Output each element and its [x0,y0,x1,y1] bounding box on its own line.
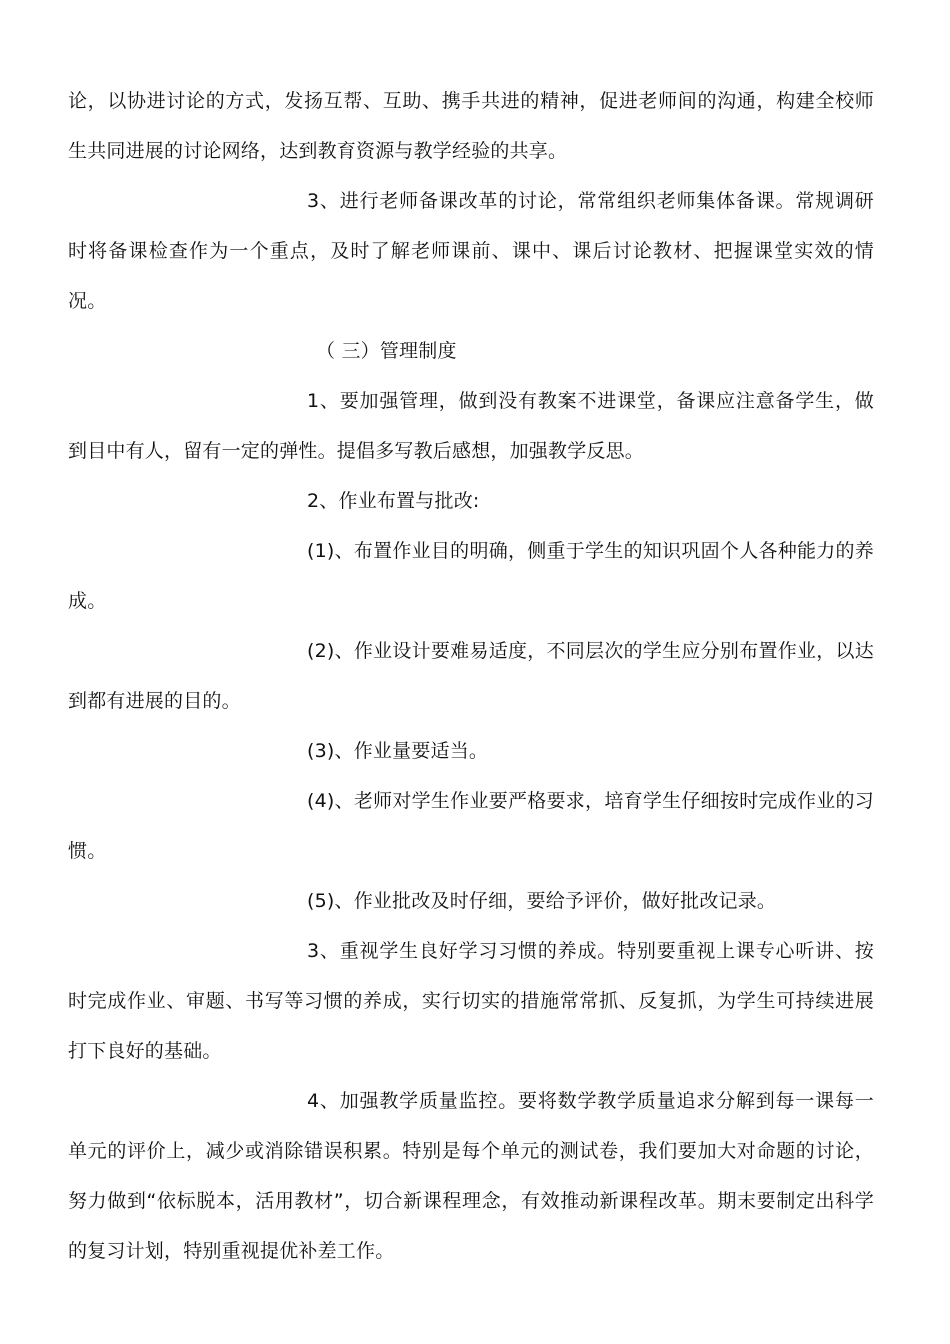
document-body [68,76,874,1276]
paragraph-subitem-2: (2)、作业设计要难易适度，不同层次的学生应分别布置作业，以达到都有进展的目的。 [68,640,874,712]
paragraph-item-3-lesson-prep: 3、进行老师备课改革的讨论，常常组织老师集体备课。常规调研时将备课检查作为一个重点，及时了解老师课前、课中、课后讨论教材、把握课堂实效的情况。 [68,190,874,312]
paragraph-item-3-habits: 3、重视学生良好学习习惯的养成。特别要重视上课专心听讲、按时完成作业、审题、书写等习惯的养成，实行切实的措施常常抓、反复抓，为学生可持续进展打下良好的基础。 [68,940,874,1062]
paragraph-item-1-management: 1、要加强管理，做到没有教案不进课堂，备课应注意备学生，做到目中有人，留有一定的弹性。提倡多写教后感想，加强教学反思。 [68,390,874,462]
paragraph-subitem-1: (1)、布置作业目的明确，侧重于学生的知识巩固个人各种能力的养成。 [68,540,874,612]
paragraph-continuation: 论，以协进讨论的方式，发扬互帮、互助、携手共进的精神，促进老师间的沟通，构建全校师生共同进展的讨论网络，达到教育资源与教学经验的共享。 [68,90,874,162]
section-heading-management: （ 三）管理制度 [316,340,457,362]
paragraph-subitem-4: (4)、老师对学生作业要严格要求，培育学生仔细按时完成作业的习惯。 [68,790,874,862]
paragraph-subitem-5: (5)、作业批改及时仔细，要给予评价，做好批改记录。 [307,890,777,912]
paragraph-item-2-homework: 2、作业布置与批改: [307,490,480,512]
paragraph-subitem-3: (3)、作业量要适当。 [307,740,489,762]
paragraph-item-4-quality: 4、加强教学质量监控。要将数学教学质量追求分解到每一课每一单元的评价上，减少或消除错误积累。特别是每个单元的测试卷，我们要加大对命题的讨论，努力做到“依标脱本，活用教材”，切合新课程理念，有效推动新课程改革。期末要制定出科学的复习计划，特别重视提优补差工作。 [68,1090,874,1262]
